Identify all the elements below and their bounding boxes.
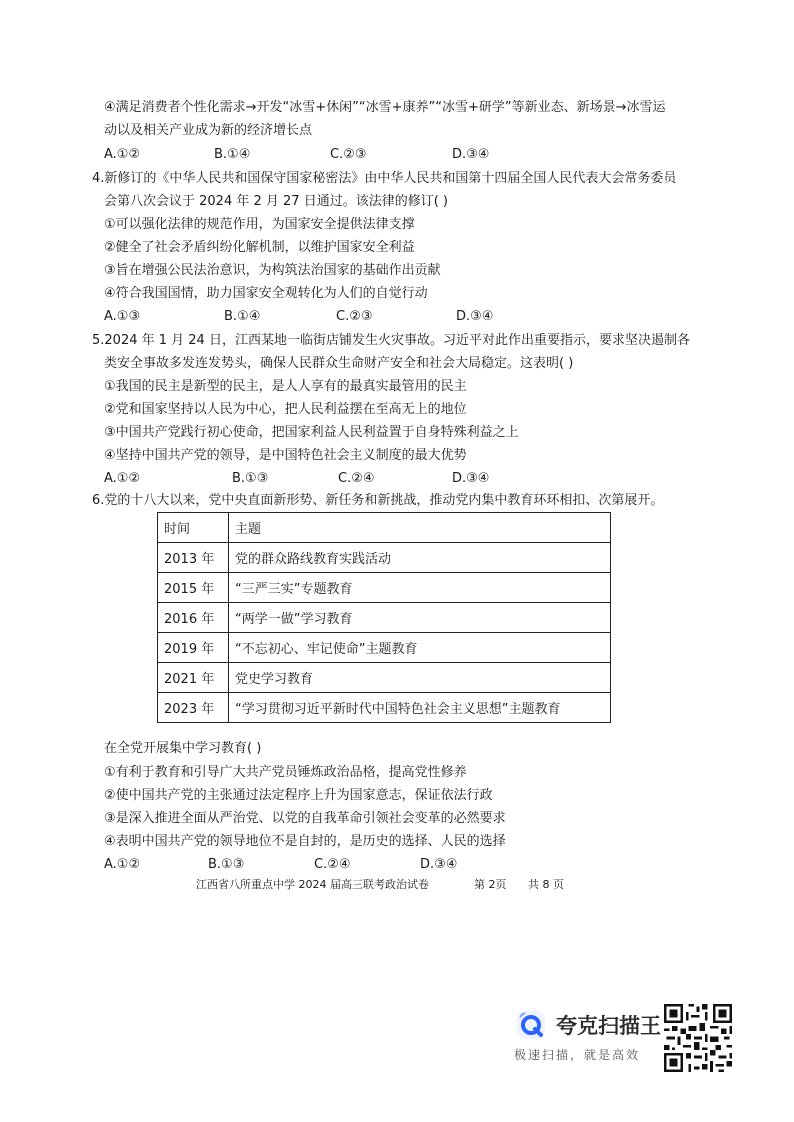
- scanner-watermark: [512, 1008, 662, 1068]
- q6-options: [104, 854, 584, 876]
- q5-option-b: B.①③: [232, 471, 269, 486]
- q5-option-c: C.②④: [338, 471, 375, 486]
- table-cell-theme: “两学一做”学习教育: [229, 603, 611, 633]
- footer-exam-title: 江西省八所重点中学 2024 届高三联考政治试卷: [196, 878, 429, 891]
- table-cell-year: 2015 年: [158, 573, 229, 603]
- q5-option-d: D.③④: [452, 471, 490, 486]
- table-header-row: [158, 513, 611, 543]
- footer-total-pages: 共 8 页: [528, 878, 564, 891]
- q6-option-d: D.③④: [420, 857, 458, 872]
- q6-option-b: B.①③: [208, 857, 245, 872]
- table-row: [158, 543, 611, 573]
- table-row: [158, 573, 611, 603]
- q4-item-1: ①可以强化法律的规范作用，为国家安全提供法律支撑: [104, 217, 415, 232]
- q3-item-4-line1: ④满足消费者个性化需求→开发“冰雪+休闲”“冰雪+康养”“冰雪+研学”等新业态、新场景→冰雪运: [104, 100, 666, 115]
- table-row: [158, 693, 611, 723]
- q4-stem-line2: 会第八次会议于 2024 年 2 月 27 日通过。该法律的修订( ): [104, 194, 448, 209]
- table-cell-theme: 党史学习教育: [229, 663, 611, 693]
- q5-item-2: ②党和国家坚持以人民为中心，把人民利益摆在至高无上的地位: [104, 402, 467, 417]
- q4-item-3: ③旨在增强公民法治意识，为构筑法治国家的基础作出贡献: [104, 263, 441, 278]
- q6-item-3: ③是深入推进全面从严治党、以党的自我革命引领社会变革的必然要求: [104, 811, 506, 826]
- scanner-brand-name: 夸克扫描王: [556, 1014, 661, 1038]
- table-cell-year: 2023 年: [158, 693, 229, 723]
- q6-stem: 6.党的十八大以来，党中央直面新形势、新任务和新挑战，推动党内集中教育环环相扣、次第展开。: [92, 493, 664, 508]
- q5-item-1: ①我国的民主是新型的民主，是人人享有的最真实最管用的民主: [104, 379, 467, 394]
- q3-option-c: C.②③: [330, 147, 367, 162]
- q4-option-d: D.③④: [456, 309, 494, 324]
- q4-option-b: B.①④: [224, 309, 261, 324]
- q5-stem-line2: 类安全事故多发连发势头，确保人民群众生命财产安全和社会大局稳定。这表明( ): [104, 356, 574, 371]
- q6-item-2: ②使中国共产党的主张通过法定程序上升为国家意志，保证依法行政: [104, 788, 493, 803]
- q4-stem-line1: 4.新修订的《中华人民共和国保守国家秘密法》由中华人民共和国第十四届全国人民代表大会常务委员: [92, 171, 677, 186]
- page-footer: [0, 876, 794, 896]
- table-row: [158, 633, 611, 663]
- q3-option-a: A.①②: [104, 147, 141, 162]
- q5-options: [104, 468, 584, 490]
- q3-option-b: B.①④: [214, 147, 251, 162]
- q3-item-4-line2: 动以及相关产业成为新的经济增长点: [104, 123, 313, 138]
- q4-option-c: C.②③: [336, 309, 373, 324]
- table-header-time: 时间: [158, 513, 229, 543]
- table-cell-year: 2021 年: [158, 663, 229, 693]
- q6-option-c: C.②④: [314, 857, 351, 872]
- table-header-theme: 主题: [229, 513, 611, 543]
- table-row: [158, 603, 611, 633]
- table-cell-year: 2019 年: [158, 633, 229, 663]
- scanner-logo-icon: [516, 1010, 546, 1040]
- q5-item-3: ③中国共产党践行初心使命，把国家利益人民利益置于自身特殊利益之上: [104, 425, 519, 440]
- table-row: [158, 663, 611, 693]
- scanner-slogan: 极速扫描，就是高效: [514, 1048, 641, 1062]
- q6-prompt: 在全党开展集中学习教育( ): [104, 741, 262, 756]
- q4-options: [104, 306, 584, 328]
- table-cell-theme: “三严三实”专题教育: [229, 573, 611, 603]
- q4-item-2: ②健全了社会矛盾纠纷化解机制，以维护国家安全利益: [104, 240, 415, 255]
- q4-item-4: ④符合我国国情，助力国家安全观转化为人们的自觉行动: [104, 286, 428, 301]
- table-cell-theme: 党的群众路线教育实践活动: [229, 543, 611, 573]
- q6-item-4: ④表明中国共产党的领导地位不是自封的，是历史的选择、人民的选择: [104, 834, 506, 849]
- footer-page-number: 第 2页: [474, 878, 507, 891]
- q6-item-1: ①有利于教育和引导广大共产党员锤炼政治品格，提高党性修养: [104, 765, 467, 780]
- q5-item-4: ④坚持中国共产党的领导，是中国特色社会主义制度的最大优势: [104, 448, 467, 463]
- q5-stem-line1: 5.2024 年 1 月 24 日，江西某地一临街店铺发生火灾事故。习近平对此作出重要指示，要求坚决遏制各: [92, 333, 690, 348]
- table-cell-theme: “学习贯彻习近平新时代中国特色社会主义思想”主题教育: [229, 693, 611, 723]
- q4-option-a: A.①③: [104, 309, 141, 324]
- q6-option-a: A.①②: [104, 857, 141, 872]
- qr-code-icon: [664, 1004, 732, 1072]
- education-themes-table: [157, 512, 611, 723]
- table-cell-year: 2016 年: [158, 603, 229, 633]
- table-cell-theme: “不忘初心、牢记使命”主题教育: [229, 633, 611, 663]
- q3-options: [104, 144, 584, 166]
- table-cell-year: 2013 年: [158, 543, 229, 573]
- q5-option-a: A.①②: [104, 471, 141, 486]
- q3-option-d: D.③④: [452, 147, 490, 162]
